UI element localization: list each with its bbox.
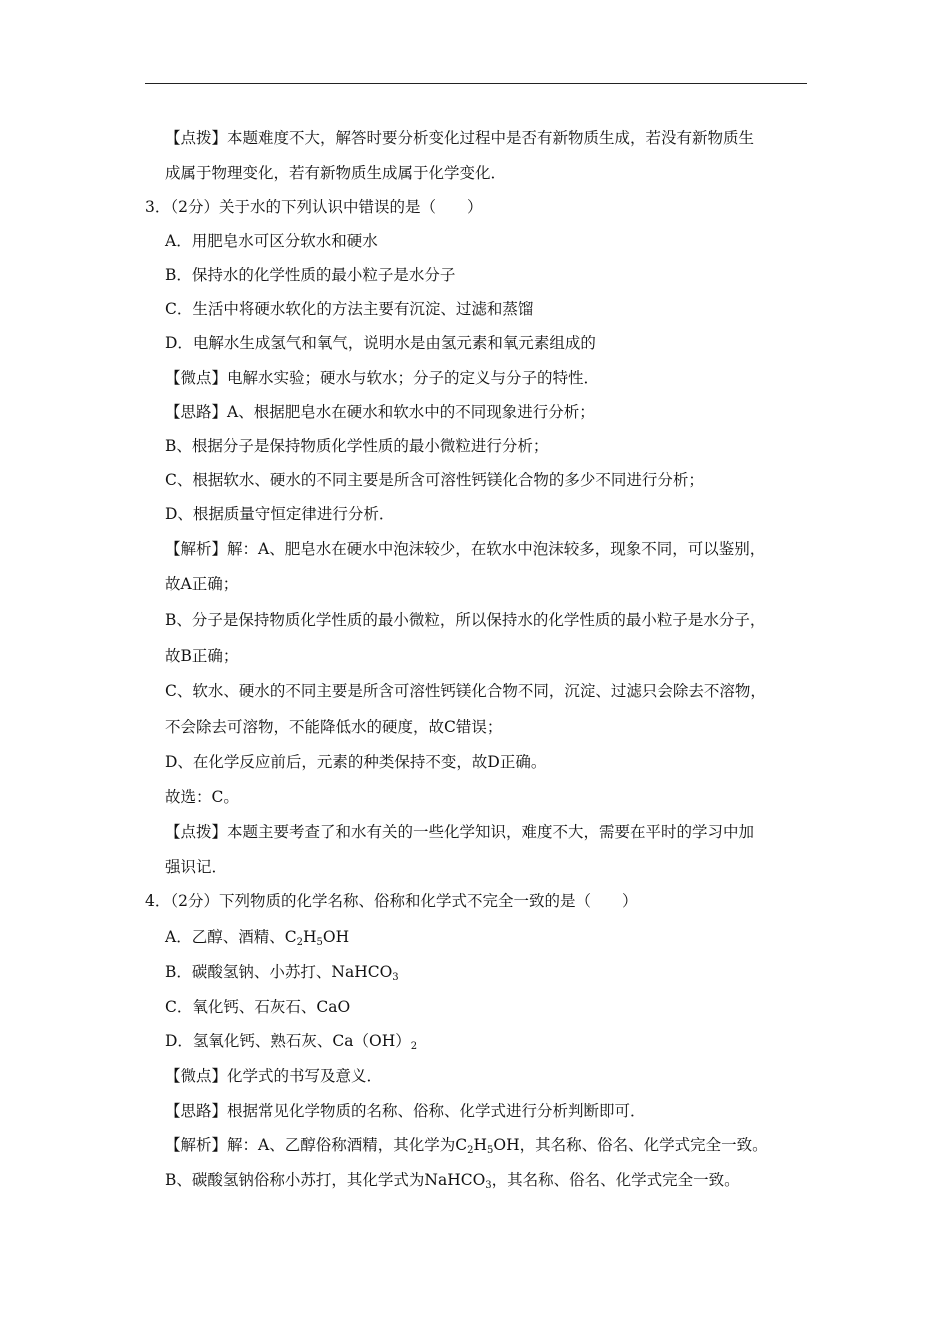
question-3-dianbo-2: 强识记． bbox=[165, 858, 228, 876]
header-rule bbox=[145, 83, 807, 84]
question-3-silu-a: 【思路】A、根据肥皂水在硬水和软水中的不同现象进行分析； bbox=[165, 403, 595, 421]
question-3-option-c: C．生活中将硬水软化的方法主要有沉淀、过滤和蒸馏 bbox=[165, 300, 534, 318]
question-3-option-d: D．电解水生成氢气和氧气，说明水是由氢元素和氧元素组成的 bbox=[165, 334, 596, 352]
question-3-stem: 3．（2分）关于水的下列认识中错误的是（ ） bbox=[145, 198, 483, 216]
question-4-option-b: B．碳酸氢钠、小苏打、NaHCO$_3$ bbox=[165, 963, 399, 983]
question-3-jiexi-a-1: 【解析】解：A、肥皂水在硬水中泡沫较少，在软水中泡沫较多，现象不同，可以鉴别， bbox=[165, 540, 766, 558]
question-4-silu: 【思路】根据常见化学物质的名称、俗称、化学式进行分析判断即可． bbox=[165, 1102, 646, 1120]
tip-line-1: 【点拨】本题难度不大，解答时要分析变化过程中是否有新物质生成，若没有新物质生 bbox=[165, 129, 755, 147]
question-4-option-a: A．乙醇、酒精、$C_2H_5OH$ bbox=[165, 928, 350, 948]
question-4-option-d: D．氢氧化钙、熟石灰、$Ca(OH)_2$ bbox=[165, 1032, 418, 1052]
tip-line-2: 成属于物理变化，若有新物质生成属于化学变化． bbox=[165, 164, 507, 182]
question-3-jiexi-a-2: 故A正确； bbox=[165, 575, 239, 593]
question-3-jiexi-b-1: B、分子是保持物质化学性质的最小微粒，所以保持水的化学性质的最小粒子是水分子， bbox=[165, 611, 766, 629]
question-4-stem: 4．（2分）下列物质的化学名称、俗称和化学式不完全一致的是（ ） bbox=[145, 892, 638, 910]
question-4-weidian: 【微点】化学式的书写及意义． bbox=[165, 1067, 383, 1085]
question-3-jiexi-b-2: 故B正确； bbox=[165, 647, 239, 665]
question-3-silu-b: B、根据分子是保持物质化学性质的最小微粒进行分析； bbox=[165, 437, 549, 455]
question-3-weidian: 【微点】电解水实验；硬水与软水；分子的定义与分子的特性． bbox=[165, 369, 600, 387]
question-3-option-b: B．保持水的化学性质的最小粒子是水分子 bbox=[165, 266, 456, 284]
question-3-option-a: A．用肥皂水可区分软水和硬水 bbox=[165, 232, 378, 250]
question-4-option-c: C．氧化钙、石灰石、CaO bbox=[165, 998, 351, 1016]
question-3-jiexi-c-1: C、软水、硬水的不同主要是所含可溶性钙镁化合物不同，沉淀、过滤只会除去不溶物， bbox=[165, 682, 766, 700]
question-3-answer: 故选：C。 bbox=[165, 788, 239, 806]
question-3-silu-d: D、根据质量守恒定律进行分析． bbox=[165, 505, 395, 523]
question-3-silu-c: C、根据软水、硬水的不同主要是所含可溶性钙镁化合物的多少不同进行分析； bbox=[165, 471, 704, 489]
question-4-jiexi-a: 【解析】解：A、乙醇俗称酒精，其化学为$C_2H_5OH$，其名称、俗名、化学式完全一致。 bbox=[165, 1136, 768, 1156]
question-3-dianbo-1: 【点拨】本题主要考查了和水有关的一些化学知识，难度不大，需要在平时的学习中加 bbox=[165, 823, 755, 841]
question-4-jiexi-b: B、碳酸氢钠俗称小苏打，其化学式为NaHCO$_3$，其名称、俗名、化学式完全一致。 bbox=[165, 1171, 740, 1191]
question-3-jiexi-d: D、在化学反应前后，元素的种类保持不变，故D正确。 bbox=[165, 753, 547, 771]
question-3-jiexi-c-2: 不会除去可溶物，不能降低水的硬度，故C错误； bbox=[165, 718, 503, 736]
